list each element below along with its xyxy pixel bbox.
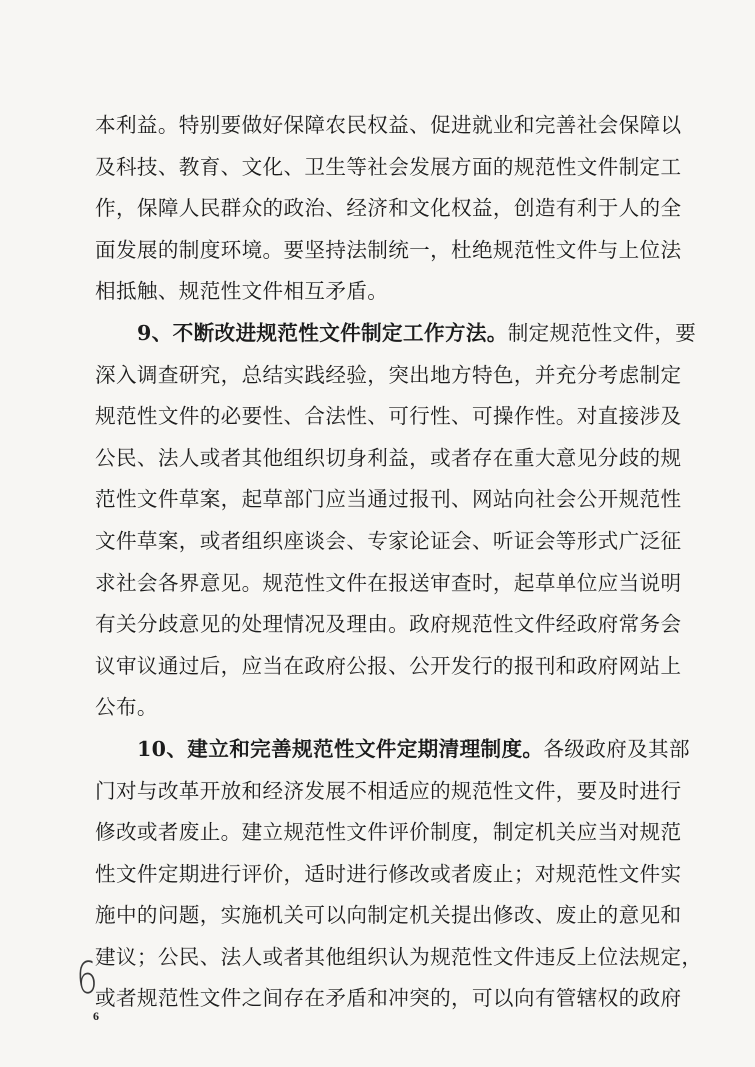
text-line: 范性文件草案，起草部门应当通过报刊、网站向社会公开规范性 [95,487,682,512]
page-number: 6 [93,1009,99,1023]
text-line: 议审议通过后，应当在政府公报、公开发行的报刊和政府网站上 [95,653,682,678]
text-line: 公布。 [95,695,158,720]
section-9-first-line [95,313,695,355]
text-line: 作，保障人民群众的政治、经济和文化权益，创造有利于人的全 [95,196,682,221]
text-line: 规范性文件的必要性、合法性、可行性、可操作性。对直接涉及 [95,404,682,429]
text-line: 各级政府及其部 [543,736,690,761]
text-line: 性文件定期进行评价，适时进行修改或者废止；对规范性文件实 [95,861,682,886]
section-10-first-line [95,729,695,771]
text-line: 相抵触、规范性文件相互矛盾。 [95,279,389,304]
text-line: 建议；公民、法人或者其他组织认为规范性文件违反上位法规定， [95,944,703,969]
text-line: 及科技、教育、文化、卫生等社会发展方面的规范性文件制定工 [95,154,682,179]
text-line: 有关分歧意见的处理情况及理由。政府规范性文件经政府常务会 [95,612,682,637]
text-line: 施中的问题，实施机关可以向制定机关提出修改、废止的意见和 [95,903,682,928]
text-line: 文件草案，或者组织座谈会、专家论证会、听证会等形式广泛征 [95,528,682,553]
text-line: 面发展的制度环境。要坚持法制统一，杜绝规范性文件与上位法 [95,237,682,262]
handwritten-page-mark: 6 [75,952,99,1005]
text-line: 本利益。特别要做好保障农民权益、促进就业和完善社会保障以 [95,113,682,137]
section-9-heading: 9、不断改进规范性文件制定工作方法。 [137,320,508,345]
text-line: 制定规范性文件，要 [507,320,697,345]
text-line: 求社会各界意见。规范性文件在报送审查时，起草单位应当说明 [95,570,682,595]
text-line: 深入调查研究，总结实践经验，突出地方特色，并充分考虑制定 [95,362,682,387]
text-line: 或者规范性文件之间存在矛盾和冲突的，可以向有管辖权的政府 [95,986,682,1011]
text-line: 门对与改革开放和经济发展不相适应的规范性文件，要及时进行 [95,778,682,803]
text-line: 公民、法人或者其他组织切身利益，或者存在重大意见分歧的规 [95,445,682,470]
section-10-heading: 10、建立和完善规范性文件定期清理制度。 [137,736,544,761]
body-text [95,105,703,1020]
text-line: 修改或者废止。建立规范性文件评价制度，制定机关应当对规范 [95,820,682,845]
